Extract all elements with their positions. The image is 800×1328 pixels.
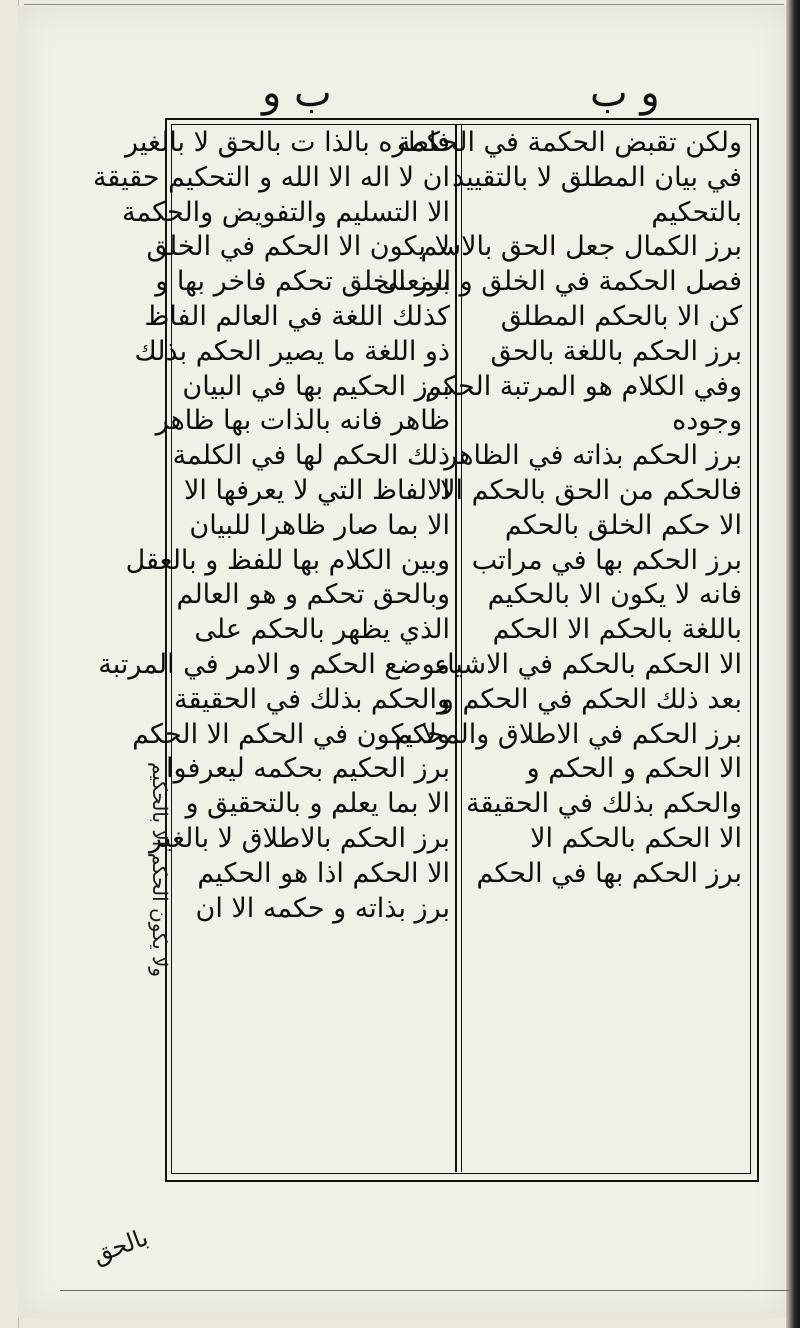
margin-note: ولا يكون الحكم الا بالحكيم [148,762,172,978]
text-line: برز الحكم بذاته في الظاهر [444,440,742,472]
text-line: لا يكون الا الحكم في الخلق [146,231,450,263]
text-line: الالفاظ التي لا يعرفها الا [183,474,450,506]
text-line: الا الحكم اذا هو الحكيم [197,857,450,889]
text-line: برز الحكم بالاطلاق لا بالغير [149,822,450,854]
text-line: ذلك الحكم لها في الكلمة [172,440,450,472]
page-top-edge [24,4,784,5]
text-line: الا الحكم بالحكم الا [530,822,742,854]
text-line: برز الكمال جعل الحق بالاسم [420,231,742,263]
text-line: ذو اللغة ما يصير الحكم بذلك [134,335,450,367]
text-line: الذي يظهر بالحكم على [194,614,450,646]
text-line: فصل الحكمة في الخلق و المعنى [376,266,742,298]
text-line: الا التسليم والتفويض والحكمة [122,196,450,228]
text-line: والحكم بذلك في الحقيقة [174,683,450,715]
text-line: برز الحكم بها في مراتب [471,544,742,576]
text-line: برز الحكيم بها في البيان [182,370,450,402]
right-text-column [376,126,742,1170]
text-line: والحكم بذلك في الحقيقة [466,788,742,820]
text-line: برز الحكيم بحكمه ليعرفوا [166,753,450,785]
text-line: الا حكم الخلق بالحكم [504,509,742,541]
text-line: في بيان المطلق لا بالتقييد [451,161,742,193]
text-line: فاطره بالذا ت بالحق لا بالغير [125,127,450,158]
text-line: فانه لا يكون الا بالحكيم [487,579,742,611]
header-catchword-right: و ب [590,70,660,116]
bottom-rule [60,1290,790,1291]
text-line: موضع الحكم و الامر في المرتبة [98,648,450,680]
text-line: وفي الكلام هو المرتبة الحكم [425,370,742,402]
text-line: برز الخلق تحكم فاخر بها و [155,266,450,298]
footer-catchword: بالحق [88,1223,152,1269]
page-binding-edge [786,0,800,1328]
text-line: الا الحكم و الحكم و [526,753,742,785]
text-line: وبين الكلام بها للفظ و بالعقل [125,544,450,576]
text-line: برز الحكم بها في الحكم [476,857,742,889]
text-line: ظاهر فانه بالذات بها ظاهر [155,405,450,437]
text-line: برز بذاته و حكمه الا ان [195,892,450,924]
text-line: الا الحكم بالحكم في الاشياء [434,648,742,680]
text-line: ولكن تقبض الحكمة في الحكمة [396,127,742,158]
header-catchword-left: ب و [262,70,332,116]
text-line: بعد ذلك الحكم في الحكم و [440,683,742,715]
text-line: وبالحق تحكم و هو العالم [176,579,450,611]
text-line: بالتحكيم [651,196,742,228]
text-line: الا بما صار ظاهرا للبيان [189,509,450,541]
text-line: ان لا اله الا الله و التحكيم حقيقة [92,161,450,193]
text-line: برز الحكم في الاطلاق والمحكم [394,718,742,750]
text-line: ولا يكون في الحكم الا الحكم [132,718,450,750]
text-line: فالحكم من الحق بالحكم الا [440,474,742,506]
text-line: كن الا بالحكم المطلق [500,300,742,332]
text-line: باللغة بالحكم الا الحكم [492,614,742,646]
text-line: الا بما يعلم و بالتحقيق و [185,788,450,820]
text-line: وجوده [672,405,742,437]
text-line: برز الحكم باللغة بالحق [490,335,742,367]
text-line: كذلك اللغة في العالم الفاظ [144,300,450,332]
